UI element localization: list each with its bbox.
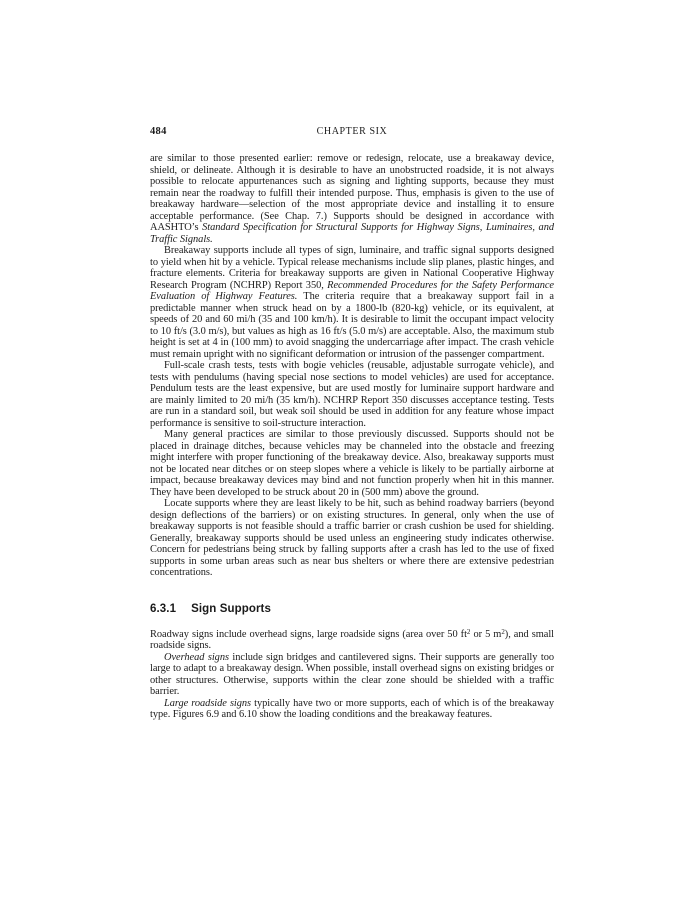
section-heading — [150, 603, 554, 615]
page-number: 484 — [150, 126, 167, 137]
section-title: Sign Supports — [191, 602, 271, 615]
page-header — [150, 126, 554, 139]
paragraph: Breakaway supports include all types of sign, luminaire, and traffic signal supports designed to yield when hit by a vehicle. Typical release mechanisms include slip planes, plastic hinges, and fracture elements. Criteria for breakaway supports are given in National Cooperative Highway Research Program (NCHRP) Report 350, Recommended Procedures for the Safety Performance Evaluation of Highway Features. The criteria require that a breakaway support fail in a predictable manner when struck head on by a 1800-lb (820-kg) vehicle, or its equivalent, at speeds of 20 and 60 mi/h (35 and 100 km/h). It is desirable to limit the occupant impact velocity to 10 ft/s (3.0 m/s), but values as high as 16 ft/s (5.0 m/s) are acceptable. Also, the maximum stub height is set at 4 in (100 mm) to avoid snagging the undercarriage after impact. The crash vehicle must remain upright with no significant deformation or intrusion of the passenger compartment. — [150, 245, 554, 360]
section-number: 6.3.1 — [150, 602, 177, 615]
paragraph: Many general practices are similar to those previously discussed. Supports should not be placed in drainage ditches, because vehicles may be channeled into the obstacle and freezing might interfere with proper functioning of the breakaway device. Also, breakaway supports must not be located near ditches or on steep slopes where a vehicle is likely to be partially airborne at impact, because breakaway devices may bind and not function properly when hit in this manner. They have been developed to be struck about 20 in (500 mm) above the ground. — [150, 429, 554, 498]
body-text-part-1 — [150, 153, 554, 579]
paragraph: Locate supports where they are least likely to be hit, such as behind roadway barriers (beyond design deflections of the barriers) or on existing structures. In general, only when the use of breakaway supports is not feasible should a traffic barrier or crash cushion be used for shielding. Generally, breakaway supports should be used unless an engineering study indicates otherwise. Concern for pedestrians being struck by falling supports after a crash has led to the use of fixed supports in some urban areas such as near bus shelters or where there are extensive pedestrian concentrations. — [150, 498, 554, 578]
paragraph: are similar to those presented earlier: remove or redesign, relocate, use a breakaway device, shield, or delineate. Although it is desirable to have an unobstructed roadside, it is not always possible to relocate appurtenances such as signing and lighting supports, because they must remain near the roadway to fulfill their intended purpose. Thus, emphasis is given to the use of breakaway hardware—selection of the most appropriate device and installing it to ensure acceptable performance. (See Chap. 7.) Supports should be designed in accordance with AASHTO’s Standard Specification for Structural Supports for Highway Signs, Luminaires, and Traffic Signals. — [150, 153, 554, 245]
text-column — [150, 126, 554, 721]
paragraph: Full-scale crash tests, tests with bogie vehicles (reusable, adjustable surrogate vehicle), and tests with pendulums (having special nose sections to model vehicles) are used for acceptance. Pendulum tests are the least expensive, but are used mostly for luminaire support hardware and are mainly limited to 20 mi/h (35 km/h). NCHRP Report 350 discusses acceptance testing. Tests are run in a standard soil, but weak soil should be used in addition for any feature whose impact performance is sensitive to soil-structure interaction. — [150, 360, 554, 429]
paragraph: Roadway signs include overhead signs, large roadside signs (area over 50 $ft^2$ or 5 $m^2$), and small roadside signs. — [150, 627, 554, 651]
paragraph: Overhead signs include sign bridges and cantilevered signs. Their supports are generally too large to adapt to a breakaway design. When possible, install overhead signs on existing bridges or other structures. Otherwise, supports within the clear zone should be shielded with a traffic barrier. — [150, 651, 554, 697]
paragraph: Large roadside signs typically have two or more supports, each of which is of the breakaway type. Figures 6.9 and 6.10 show the loading conditions and the breakaway features. — [150, 697, 555, 720]
body-text-part-2 — [150, 629, 554, 721]
running-head: CHAPTER SIX — [316, 126, 388, 137]
